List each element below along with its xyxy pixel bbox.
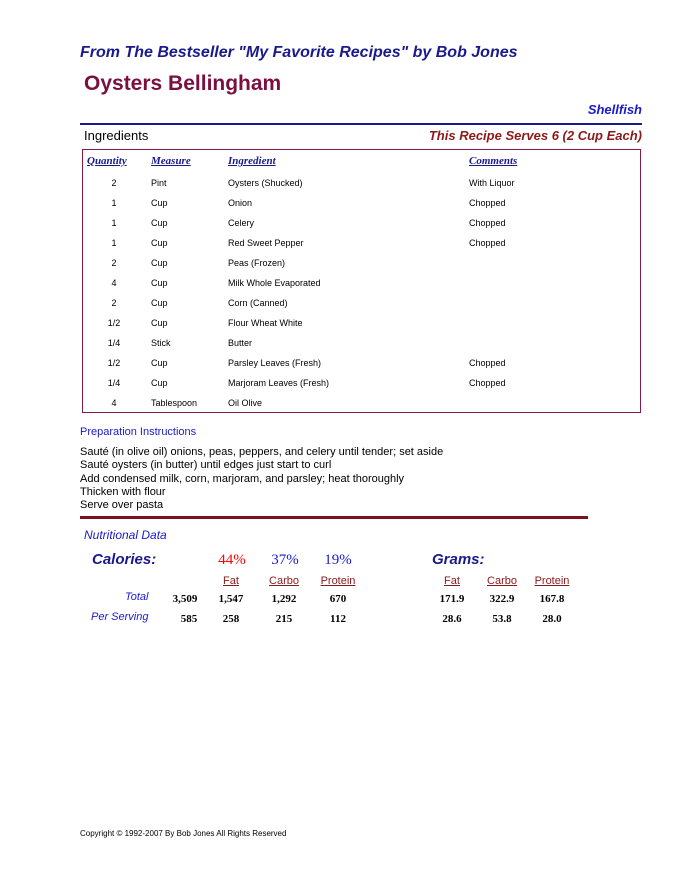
ingredient-measure: Cup [151,318,168,328]
ingredient-quantity: 1 [111,238,117,248]
ingredient-name: Parsley Leaves (Fresh) [228,358,322,368]
grams-protein-header: Protein [534,575,570,587]
preparation-step: Serve over pasta [80,499,164,512]
column-header-comments: Comments [469,155,518,167]
ingredient-quantity: 4 [111,398,117,408]
serves-info: This Recipe Serves 6 (2 Cup Each) [428,128,642,143]
table-row [0,358,682,378]
table-row [0,198,682,218]
ingredient-measure: Cup [151,278,168,288]
column-header-quantity: Quantity [87,155,127,167]
ingredient-measure: Cup [151,258,168,268]
calories-protein-header: Protein [320,575,356,587]
source-line: From The Bestseller "My Favorite Recipes" by Bob Jones [80,44,518,61]
preparation-title: Preparation Instructions [80,426,197,438]
total-carbo-grams: 322.9 [489,593,515,605]
ingredient-name: Marjoram Leaves (Fresh) [228,378,330,388]
ingredient-name: Onion [228,198,253,208]
ingredient-quantity: 2 [111,258,117,268]
ingredient-comment: With Liquor [469,178,515,188]
preparation-step: Sauté (in olive oil) onions, peas, peppers, and celery until tender; set aside [80,446,444,458]
ingredient-measure: Cup [151,218,168,228]
grams-label: Grams: [432,551,485,568]
ingredient-quantity: 1/2 [107,358,121,368]
calories-carbo-header: Carbo [269,575,299,587]
ingredient-quantity: 1/4 [107,338,121,348]
ingredient-measure: Cup [151,298,168,308]
preparation-steps [80,446,443,512]
table-row [0,238,682,258]
recipe-category: Shellfish [587,102,642,117]
ingredient-comment: Chopped [469,358,506,368]
table-row [0,298,682,318]
table-row [0,378,682,398]
column-header-measure: Measure [151,155,191,167]
total-calories: 3,509 [172,593,198,605]
ingredient-quantity: 2 [111,178,117,188]
ingredient-measure: Tablespoon [151,398,198,408]
ingredient-comment: Chopped [469,378,506,388]
ingredient-quantity: 1/2 [107,318,121,328]
grams-carbo-header: Carbo [487,575,517,587]
total-protein-grams: 167.8 [539,593,565,605]
serving-protein-calories: 112 [330,613,346,625]
ingredient-quantity: 1 [111,218,117,228]
preparation-step: Sauté oysters (in butter) until edges just start to curl [80,459,332,472]
ingredient-name: Celery [228,218,255,228]
ingredient-name: Peas (Frozen) [228,258,286,268]
ingredient-name: Oil Olive [228,398,263,408]
serving-fat-grams: 28.6 [442,613,462,625]
serving-fat-calories: 258 [222,613,240,625]
total-fat-calories: 1,547 [218,593,244,605]
ingredient-quantity: 4 [111,278,117,288]
ingredient-comment: Chopped [469,218,506,228]
ingredient-measure: Pint [151,178,167,188]
ingredient-name: Flour Wheat White [228,318,303,328]
fat-percent: 44% [218,552,246,568]
table-row [0,258,682,278]
serving-carbo-calories: 215 [275,613,293,625]
ingredient-name: Butter [228,338,253,348]
preparation-step: Add condensed milk, corn, marjoram, and parsley; heat thoroughly [80,472,405,485]
ingredient-comment: Chopped [469,238,506,248]
total-label: Total [125,591,149,603]
nutrition-divider [80,516,588,519]
table-row [0,178,682,198]
column-header-ingredient: Ingredient [228,155,276,167]
ingredient-name: Corn (Canned) [228,298,288,308]
ingredient-quantity: 1/4 [107,378,121,388]
serving-carbo-grams: 53.8 [492,613,512,625]
copyright-notice: Copyright © 1992-2007 By Bob Jones All Rights Reserved [80,829,287,838]
serving-calories: 585 [180,613,198,625]
ingredient-measure: Cup [151,358,168,368]
table-row [0,218,682,238]
carbo-percent: 37% [271,552,299,568]
table-row [0,318,682,338]
ingredient-name: Milk Whole Evaporated [228,278,321,288]
ingredient-name: Oysters (Shucked) [228,178,303,188]
table-row [0,278,682,298]
total-carbo-calories: 1,292 [271,593,297,605]
ingredient-measure: Cup [151,238,168,248]
total-protein-calories: 670 [329,593,347,605]
ingredient-quantity: 2 [111,298,117,308]
ingredient-name: Red Sweet Pepper [228,238,304,248]
ingredient-comment: Chopped [469,198,506,208]
preparation-step: Thicken with flour [80,485,166,498]
calories-fat-header: Fat [223,575,239,587]
per-serving-label: Per Serving [91,611,149,623]
protein-percent: 19% [324,552,352,568]
ingredient-measure: Cup [151,198,168,208]
ingredient-measure: Stick [151,338,171,348]
table-row [0,338,682,358]
grams-fat-header: Fat [444,575,460,587]
recipe-title: Oysters Bellingham [84,72,282,95]
serving-protein-grams: 28.0 [542,613,562,625]
table-row [0,398,682,418]
ingredient-quantity: 1 [111,198,117,208]
nutrition-title: Nutritional Data [84,528,167,542]
ingredients-label: Ingredients [84,128,149,143]
header-divider [80,123,642,125]
total-fat-grams: 171.9 [439,593,465,605]
ingredient-measure: Cup [151,378,168,388]
calories-label: Calories: [92,551,157,568]
